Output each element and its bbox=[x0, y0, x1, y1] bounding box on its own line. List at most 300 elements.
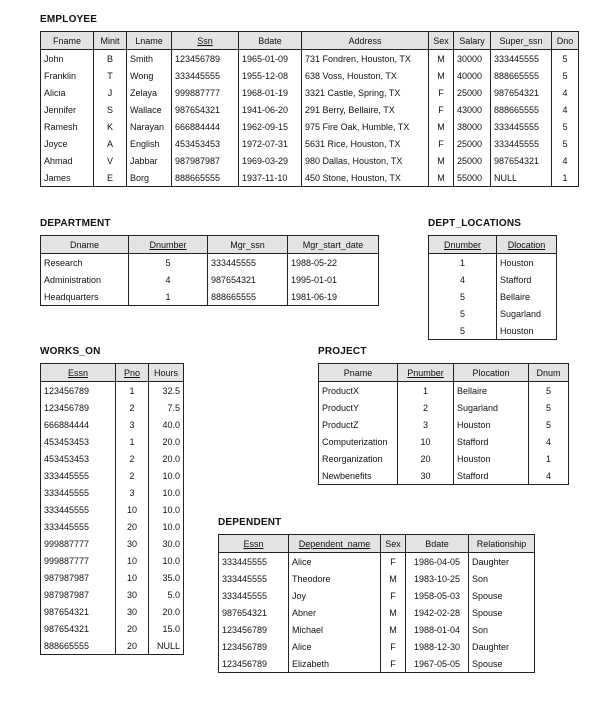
table-cell: M bbox=[429, 67, 454, 84]
table-cell: 1995-01-01 bbox=[288, 271, 379, 288]
table-cell: Newbenefits bbox=[319, 467, 398, 485]
table-cell: 20.0 bbox=[149, 450, 184, 467]
table-cell: 40.0 bbox=[149, 416, 184, 433]
table-cell: 1988-05-22 bbox=[288, 254, 379, 272]
table-cell: T bbox=[94, 67, 127, 84]
table-cell: B bbox=[94, 50, 127, 68]
table-cell: 10.0 bbox=[149, 552, 184, 569]
column-header-label: Pno bbox=[123, 367, 140, 378]
employee-col-address bbox=[302, 32, 429, 50]
table-cell: 4 bbox=[552, 152, 579, 169]
table-cell: Wong bbox=[127, 67, 172, 84]
table-cell: Smith bbox=[127, 50, 172, 68]
table-row bbox=[41, 586, 184, 603]
department-col-mgr-start-date bbox=[288, 236, 379, 254]
table-cell: Stafford bbox=[454, 433, 529, 450]
table-cell: Alice bbox=[289, 553, 381, 571]
table-cell: F bbox=[381, 553, 406, 571]
table-cell: 5 bbox=[429, 322, 497, 340]
table-cell: 7.5 bbox=[149, 399, 184, 416]
table-cell: 4 bbox=[129, 271, 208, 288]
table-row bbox=[41, 603, 184, 620]
table-row bbox=[319, 382, 569, 400]
table-cell: 1981-06-19 bbox=[288, 288, 379, 306]
table-cell: 1 bbox=[552, 169, 579, 187]
table-cell: 35.0 bbox=[149, 569, 184, 586]
table-row bbox=[319, 450, 569, 467]
table-row bbox=[41, 169, 579, 187]
table-cell: 30 bbox=[398, 467, 454, 485]
table-row bbox=[41, 399, 184, 416]
dependent-col-essn bbox=[219, 535, 289, 553]
works-on-col-pno bbox=[116, 364, 149, 382]
table-cell: 999887777 bbox=[41, 552, 116, 569]
table-cell: 3 bbox=[116, 416, 149, 433]
table-row bbox=[41, 552, 184, 569]
table-row bbox=[41, 569, 184, 586]
table-cell: 888665555 bbox=[491, 101, 552, 118]
table-cell: 20.0 bbox=[149, 603, 184, 620]
table-cell: 3321 Castle, Spring, TX bbox=[302, 84, 429, 101]
table-cell: John bbox=[41, 50, 94, 68]
table-cell: 2 bbox=[116, 467, 149, 484]
table-cell: F bbox=[381, 587, 406, 604]
employee-col-sex bbox=[429, 32, 454, 50]
table-cell: E bbox=[94, 169, 127, 187]
table-cell: Abner bbox=[289, 604, 381, 621]
table-cell: 20 bbox=[116, 637, 149, 655]
employee-table bbox=[40, 31, 579, 187]
table-cell: 987654321 bbox=[41, 620, 116, 637]
table-cell: 333445555 bbox=[219, 553, 289, 571]
table-cell: 25000 bbox=[454, 152, 491, 169]
table-cell: 1 bbox=[116, 433, 149, 450]
table-cell: 333445555 bbox=[41, 501, 116, 518]
table-cell: Spouse bbox=[469, 604, 535, 621]
table-row bbox=[41, 152, 579, 169]
employee-col-fname bbox=[41, 32, 94, 50]
column-header-label: Mgr_start_date bbox=[302, 239, 364, 250]
table-cell: 1972-07-31 bbox=[239, 135, 302, 152]
table-cell: 2 bbox=[116, 450, 149, 467]
table-cell: Sugarland bbox=[454, 399, 529, 416]
table-cell: Bellaire bbox=[497, 288, 557, 305]
employee-col-dno bbox=[552, 32, 579, 50]
table-row bbox=[41, 535, 184, 552]
table-cell: 5631 Rice, Houston, TX bbox=[302, 135, 429, 152]
table-cell: 888665555 bbox=[41, 637, 116, 655]
table-row bbox=[219, 587, 535, 604]
table-cell: 123456789 bbox=[41, 399, 116, 416]
table-cell: 291 Berry, Bellaire, TX bbox=[302, 101, 429, 118]
table-cell: 3 bbox=[116, 484, 149, 501]
project-col-dnum bbox=[529, 364, 569, 382]
table-row bbox=[41, 501, 184, 518]
table-cell: 15.0 bbox=[149, 620, 184, 637]
table-row bbox=[41, 620, 184, 637]
table-row bbox=[219, 655, 535, 673]
table-cell: 888665555 bbox=[172, 169, 239, 187]
table-cell: F bbox=[381, 638, 406, 655]
table-row bbox=[319, 416, 569, 433]
works-on-header-row bbox=[41, 364, 184, 382]
dependent-table bbox=[218, 534, 535, 673]
table-cell: 5 bbox=[552, 118, 579, 135]
column-header-label: Bdate bbox=[425, 538, 449, 549]
table-cell: 333445555 bbox=[219, 587, 289, 604]
table-cell: 975 Fire Oak, Humble, TX bbox=[302, 118, 429, 135]
table-cell: 30 bbox=[116, 603, 149, 620]
table-cell: A bbox=[94, 135, 127, 152]
table-cell: 980 Dallas, Houston, TX bbox=[302, 152, 429, 169]
table-cell: Ahmad bbox=[41, 152, 94, 169]
column-header-label: Relationship bbox=[476, 538, 527, 549]
dept-locations-col-dnumber bbox=[429, 236, 497, 254]
table-row bbox=[41, 254, 379, 272]
table-cell: ProductY bbox=[319, 399, 398, 416]
column-header-label: Dependent_name bbox=[298, 538, 371, 549]
table-row bbox=[429, 288, 557, 305]
table-cell: 2 bbox=[398, 399, 454, 416]
table-cell: 2 bbox=[116, 399, 149, 416]
table-cell: F bbox=[381, 655, 406, 673]
table-row bbox=[41, 467, 184, 484]
table-cell: 5 bbox=[552, 67, 579, 84]
works-on-col-essn bbox=[41, 364, 116, 382]
table-row bbox=[429, 322, 557, 340]
table-cell: K bbox=[94, 118, 127, 135]
table-cell: Theodore bbox=[289, 570, 381, 587]
table-cell: 5 bbox=[552, 135, 579, 152]
table-cell: 987654321 bbox=[491, 84, 552, 101]
table-cell: 666884444 bbox=[41, 416, 116, 433]
table-cell: 38000 bbox=[454, 118, 491, 135]
table-cell: 10.0 bbox=[149, 518, 184, 535]
dependent-header-row bbox=[219, 535, 535, 553]
table-row bbox=[41, 518, 184, 535]
table-cell: Son bbox=[469, 621, 535, 638]
table-cell: 1937-11-10 bbox=[239, 169, 302, 187]
table-cell: M bbox=[381, 570, 406, 587]
table-cell: 333445555 bbox=[491, 135, 552, 152]
table-row bbox=[41, 288, 379, 306]
table-cell: 10.0 bbox=[149, 484, 184, 501]
table-cell: 987654321 bbox=[208, 271, 288, 288]
table-row bbox=[41, 416, 184, 433]
table-cell: Daughter bbox=[469, 638, 535, 655]
table-cell: 1962-09-15 bbox=[239, 118, 302, 135]
dependent-col-dependent-name bbox=[289, 535, 381, 553]
table-cell: Houston bbox=[497, 254, 557, 272]
table-cell: Computerization bbox=[319, 433, 398, 450]
column-header-label: Dnum bbox=[536, 367, 561, 378]
table-cell: 10 bbox=[116, 569, 149, 586]
column-header-label: Minit bbox=[100, 35, 120, 46]
column-header-label: Salary bbox=[459, 35, 485, 46]
table-cell: Houston bbox=[454, 450, 529, 467]
table-cell: James bbox=[41, 169, 94, 187]
table-cell: 55000 bbox=[454, 169, 491, 187]
table-cell: 30 bbox=[116, 535, 149, 552]
table-cell: M bbox=[429, 118, 454, 135]
table-cell: 10.0 bbox=[149, 467, 184, 484]
table-cell: 5 bbox=[429, 305, 497, 322]
table-row bbox=[429, 254, 557, 272]
table-row bbox=[41, 484, 184, 501]
table-cell: Administration bbox=[41, 271, 129, 288]
table-cell: 1955-12-08 bbox=[239, 67, 302, 84]
table-cell: 987654321 bbox=[41, 603, 116, 620]
table-cell: Borg bbox=[127, 169, 172, 187]
column-header-label: Bdate bbox=[258, 35, 282, 46]
column-header-label: Sex bbox=[433, 35, 449, 46]
table-row bbox=[219, 604, 535, 621]
column-header-label: Hours bbox=[153, 367, 178, 378]
table-row bbox=[219, 570, 535, 587]
dependent-col-relationship bbox=[469, 535, 535, 553]
table-row bbox=[219, 553, 535, 571]
column-header-label: Super_ssn bbox=[499, 35, 543, 46]
works-on-col-hours bbox=[149, 364, 184, 382]
table-cell: ProductX bbox=[319, 382, 398, 400]
table-row bbox=[41, 67, 579, 84]
table-cell: 453453453 bbox=[172, 135, 239, 152]
table-cell: Spouse bbox=[469, 655, 535, 673]
table-row bbox=[219, 621, 535, 638]
column-header-label: Dname bbox=[69, 239, 99, 250]
table-row bbox=[41, 50, 579, 68]
dependent-col-bdate bbox=[406, 535, 469, 553]
table-cell: 1965-01-09 bbox=[239, 50, 302, 68]
department-table bbox=[40, 235, 379, 306]
column-header-label: Essn bbox=[67, 367, 88, 378]
department-col-dnumber bbox=[129, 236, 208, 254]
department-title: DEPARTMENT bbox=[40, 218, 111, 229]
table-row bbox=[319, 467, 569, 485]
table-row bbox=[319, 399, 569, 416]
table-cell: Franklin bbox=[41, 67, 94, 84]
table-cell: S bbox=[94, 101, 127, 118]
dept-locations-header-row bbox=[429, 236, 557, 254]
table-cell: 5 bbox=[529, 416, 569, 433]
dependent-title: DEPENDENT bbox=[218, 517, 282, 528]
table-cell: 987654321 bbox=[491, 152, 552, 169]
table-cell: 20 bbox=[398, 450, 454, 467]
table-row bbox=[41, 118, 579, 135]
works-on-table bbox=[40, 363, 184, 655]
table-cell: Son bbox=[469, 570, 535, 587]
table-cell: Headquarters bbox=[41, 288, 129, 306]
column-header-label: Pname bbox=[343, 367, 373, 378]
table-cell: M bbox=[429, 152, 454, 169]
employee-title: EMPLOYEE bbox=[40, 14, 98, 25]
employee-col-bdate bbox=[239, 32, 302, 50]
table-cell: 30000 bbox=[454, 50, 491, 68]
table-cell: 333445555 bbox=[491, 118, 552, 135]
employee-col-lname bbox=[127, 32, 172, 50]
table-cell: J bbox=[94, 84, 127, 101]
column-header-label: Dnumber bbox=[443, 239, 481, 250]
column-header-label: Sex bbox=[385, 538, 401, 549]
table-cell: 5 bbox=[552, 50, 579, 68]
table-cell: ProductZ bbox=[319, 416, 398, 433]
column-header-label: Ssn bbox=[197, 35, 213, 46]
table-cell: 1988-01-04 bbox=[406, 621, 469, 638]
project-col-pnumber bbox=[398, 364, 454, 382]
table-cell: 1988-12-30 bbox=[406, 638, 469, 655]
department-header-row bbox=[41, 236, 379, 254]
employee-col-salary bbox=[454, 32, 491, 50]
table-cell: 123456789 bbox=[41, 382, 116, 400]
table-cell: 3 bbox=[398, 416, 454, 433]
table-cell: 888665555 bbox=[491, 67, 552, 84]
employee-col-ssn bbox=[172, 32, 239, 50]
table-cell: 987654321 bbox=[219, 604, 289, 621]
table-cell: 5 bbox=[129, 254, 208, 272]
table-cell: English bbox=[127, 135, 172, 152]
column-header-label: Plocation bbox=[472, 367, 510, 378]
table-row bbox=[41, 84, 579, 101]
project-title: PROJECT bbox=[318, 346, 367, 357]
table-cell: 40000 bbox=[454, 67, 491, 84]
table-cell: 666884444 bbox=[172, 118, 239, 135]
table-cell: 987987987 bbox=[41, 586, 116, 603]
table-cell: 1958-05-03 bbox=[406, 587, 469, 604]
table-cell: Alice bbox=[289, 638, 381, 655]
column-header-label: Dlocation bbox=[507, 239, 546, 250]
table-cell: Stafford bbox=[497, 271, 557, 288]
table-cell: 1 bbox=[429, 254, 497, 272]
table-cell: 1983-10-25 bbox=[406, 570, 469, 587]
table-row bbox=[41, 382, 184, 400]
project-table bbox=[318, 363, 569, 485]
column-header-label: Fname bbox=[52, 35, 81, 46]
table-row bbox=[41, 450, 184, 467]
table-cell: Jennifer bbox=[41, 101, 94, 118]
table-cell: 1 bbox=[529, 450, 569, 467]
table-cell: M bbox=[429, 169, 454, 187]
table-cell: 10 bbox=[116, 552, 149, 569]
table-cell: 450 Stone, Houston, TX bbox=[302, 169, 429, 187]
table-cell: Wallace bbox=[127, 101, 172, 118]
table-row bbox=[429, 305, 557, 322]
table-cell: 1986-04-05 bbox=[406, 553, 469, 571]
column-header-label: Lname bbox=[135, 35, 163, 46]
table-row bbox=[41, 101, 579, 118]
table-cell: F bbox=[429, 84, 454, 101]
table-cell: 1942-02-28 bbox=[406, 604, 469, 621]
table-cell: 1941-06-20 bbox=[239, 101, 302, 118]
table-cell: Reorganization bbox=[319, 450, 398, 467]
department-col-dname bbox=[41, 236, 129, 254]
table-cell: 20 bbox=[116, 620, 149, 637]
table-cell: 333445555 bbox=[219, 570, 289, 587]
table-cell: 43000 bbox=[454, 101, 491, 118]
table-cell: 4 bbox=[552, 101, 579, 118]
dependent-col-sex bbox=[381, 535, 406, 553]
table-cell: 1968-01-19 bbox=[239, 84, 302, 101]
table-cell: 30 bbox=[116, 586, 149, 603]
table-cell: 10 bbox=[398, 433, 454, 450]
employee-header-row bbox=[41, 32, 579, 50]
table-cell: Houston bbox=[497, 322, 557, 340]
table-cell: M bbox=[381, 621, 406, 638]
table-cell: 5 bbox=[529, 399, 569, 416]
table-cell: 333445555 bbox=[41, 467, 116, 484]
table-cell: Ramesh bbox=[41, 118, 94, 135]
column-header-label: Essn bbox=[243, 538, 264, 549]
table-cell: Sugarland bbox=[497, 305, 557, 322]
table-cell: 4 bbox=[429, 271, 497, 288]
table-cell: V bbox=[94, 152, 127, 169]
table-cell: Spouse bbox=[469, 587, 535, 604]
table-cell: 4 bbox=[529, 467, 569, 485]
table-cell: 25000 bbox=[454, 135, 491, 152]
column-header-label: Mgr_ssn bbox=[230, 239, 265, 250]
table-cell: 5 bbox=[429, 288, 497, 305]
table-cell: 987654321 bbox=[172, 101, 239, 118]
table-cell: 333445555 bbox=[172, 67, 239, 84]
table-row bbox=[41, 637, 184, 655]
table-cell: 4 bbox=[552, 84, 579, 101]
table-cell: 123456789 bbox=[219, 621, 289, 638]
column-header-label: Pnumber bbox=[407, 367, 444, 378]
table-cell: 20.0 bbox=[149, 433, 184, 450]
table-row bbox=[41, 433, 184, 450]
table-cell: 1 bbox=[398, 382, 454, 400]
column-header-label: Dnumber bbox=[149, 239, 187, 250]
employee-col-minit bbox=[94, 32, 127, 50]
table-cell: 888665555 bbox=[208, 288, 288, 306]
table-cell: 1969-03-29 bbox=[239, 152, 302, 169]
project-header-row bbox=[319, 364, 569, 382]
table-cell: 453453453 bbox=[41, 450, 116, 467]
table-cell: 123456789 bbox=[172, 50, 239, 68]
table-cell: Zelaya bbox=[127, 84, 172, 101]
table-cell: 638 Voss, Houston, TX bbox=[302, 67, 429, 84]
table-cell: 5 bbox=[529, 382, 569, 400]
table-cell: Daughter bbox=[469, 553, 535, 571]
column-header-label: Dno bbox=[556, 35, 574, 46]
table-cell: Stafford bbox=[454, 467, 529, 485]
table-cell: F bbox=[429, 101, 454, 118]
table-row bbox=[41, 271, 379, 288]
table-cell: 1967-05-05 bbox=[406, 655, 469, 673]
table-cell: Bellaire bbox=[454, 382, 529, 400]
table-cell: 999887777 bbox=[41, 535, 116, 552]
dept-locations-title: DEPT_LOCATIONS bbox=[428, 218, 522, 229]
table-row bbox=[219, 638, 535, 655]
department-col-mgr-ssn bbox=[208, 236, 288, 254]
table-cell: F bbox=[429, 135, 454, 152]
table-cell: 123456789 bbox=[219, 655, 289, 673]
table-cell: 10.0 bbox=[149, 501, 184, 518]
project-col-pname bbox=[319, 364, 398, 382]
table-cell: 987987987 bbox=[41, 569, 116, 586]
table-cell: 731 Fondren, Houston, TX bbox=[302, 50, 429, 68]
table-cell: M bbox=[429, 50, 454, 68]
table-cell: 4 bbox=[529, 433, 569, 450]
works-on-title: WORKS_ON bbox=[40, 346, 101, 357]
table-cell: 333445555 bbox=[491, 50, 552, 68]
table-cell: 453453453 bbox=[41, 433, 116, 450]
table-cell: Alicia bbox=[41, 84, 94, 101]
dept-locations-col-dlocation bbox=[497, 236, 557, 254]
table-cell: 123456789 bbox=[219, 638, 289, 655]
table-cell: Joyce bbox=[41, 135, 94, 152]
table-cell: M bbox=[381, 604, 406, 621]
table-cell: 333445555 bbox=[41, 484, 116, 501]
